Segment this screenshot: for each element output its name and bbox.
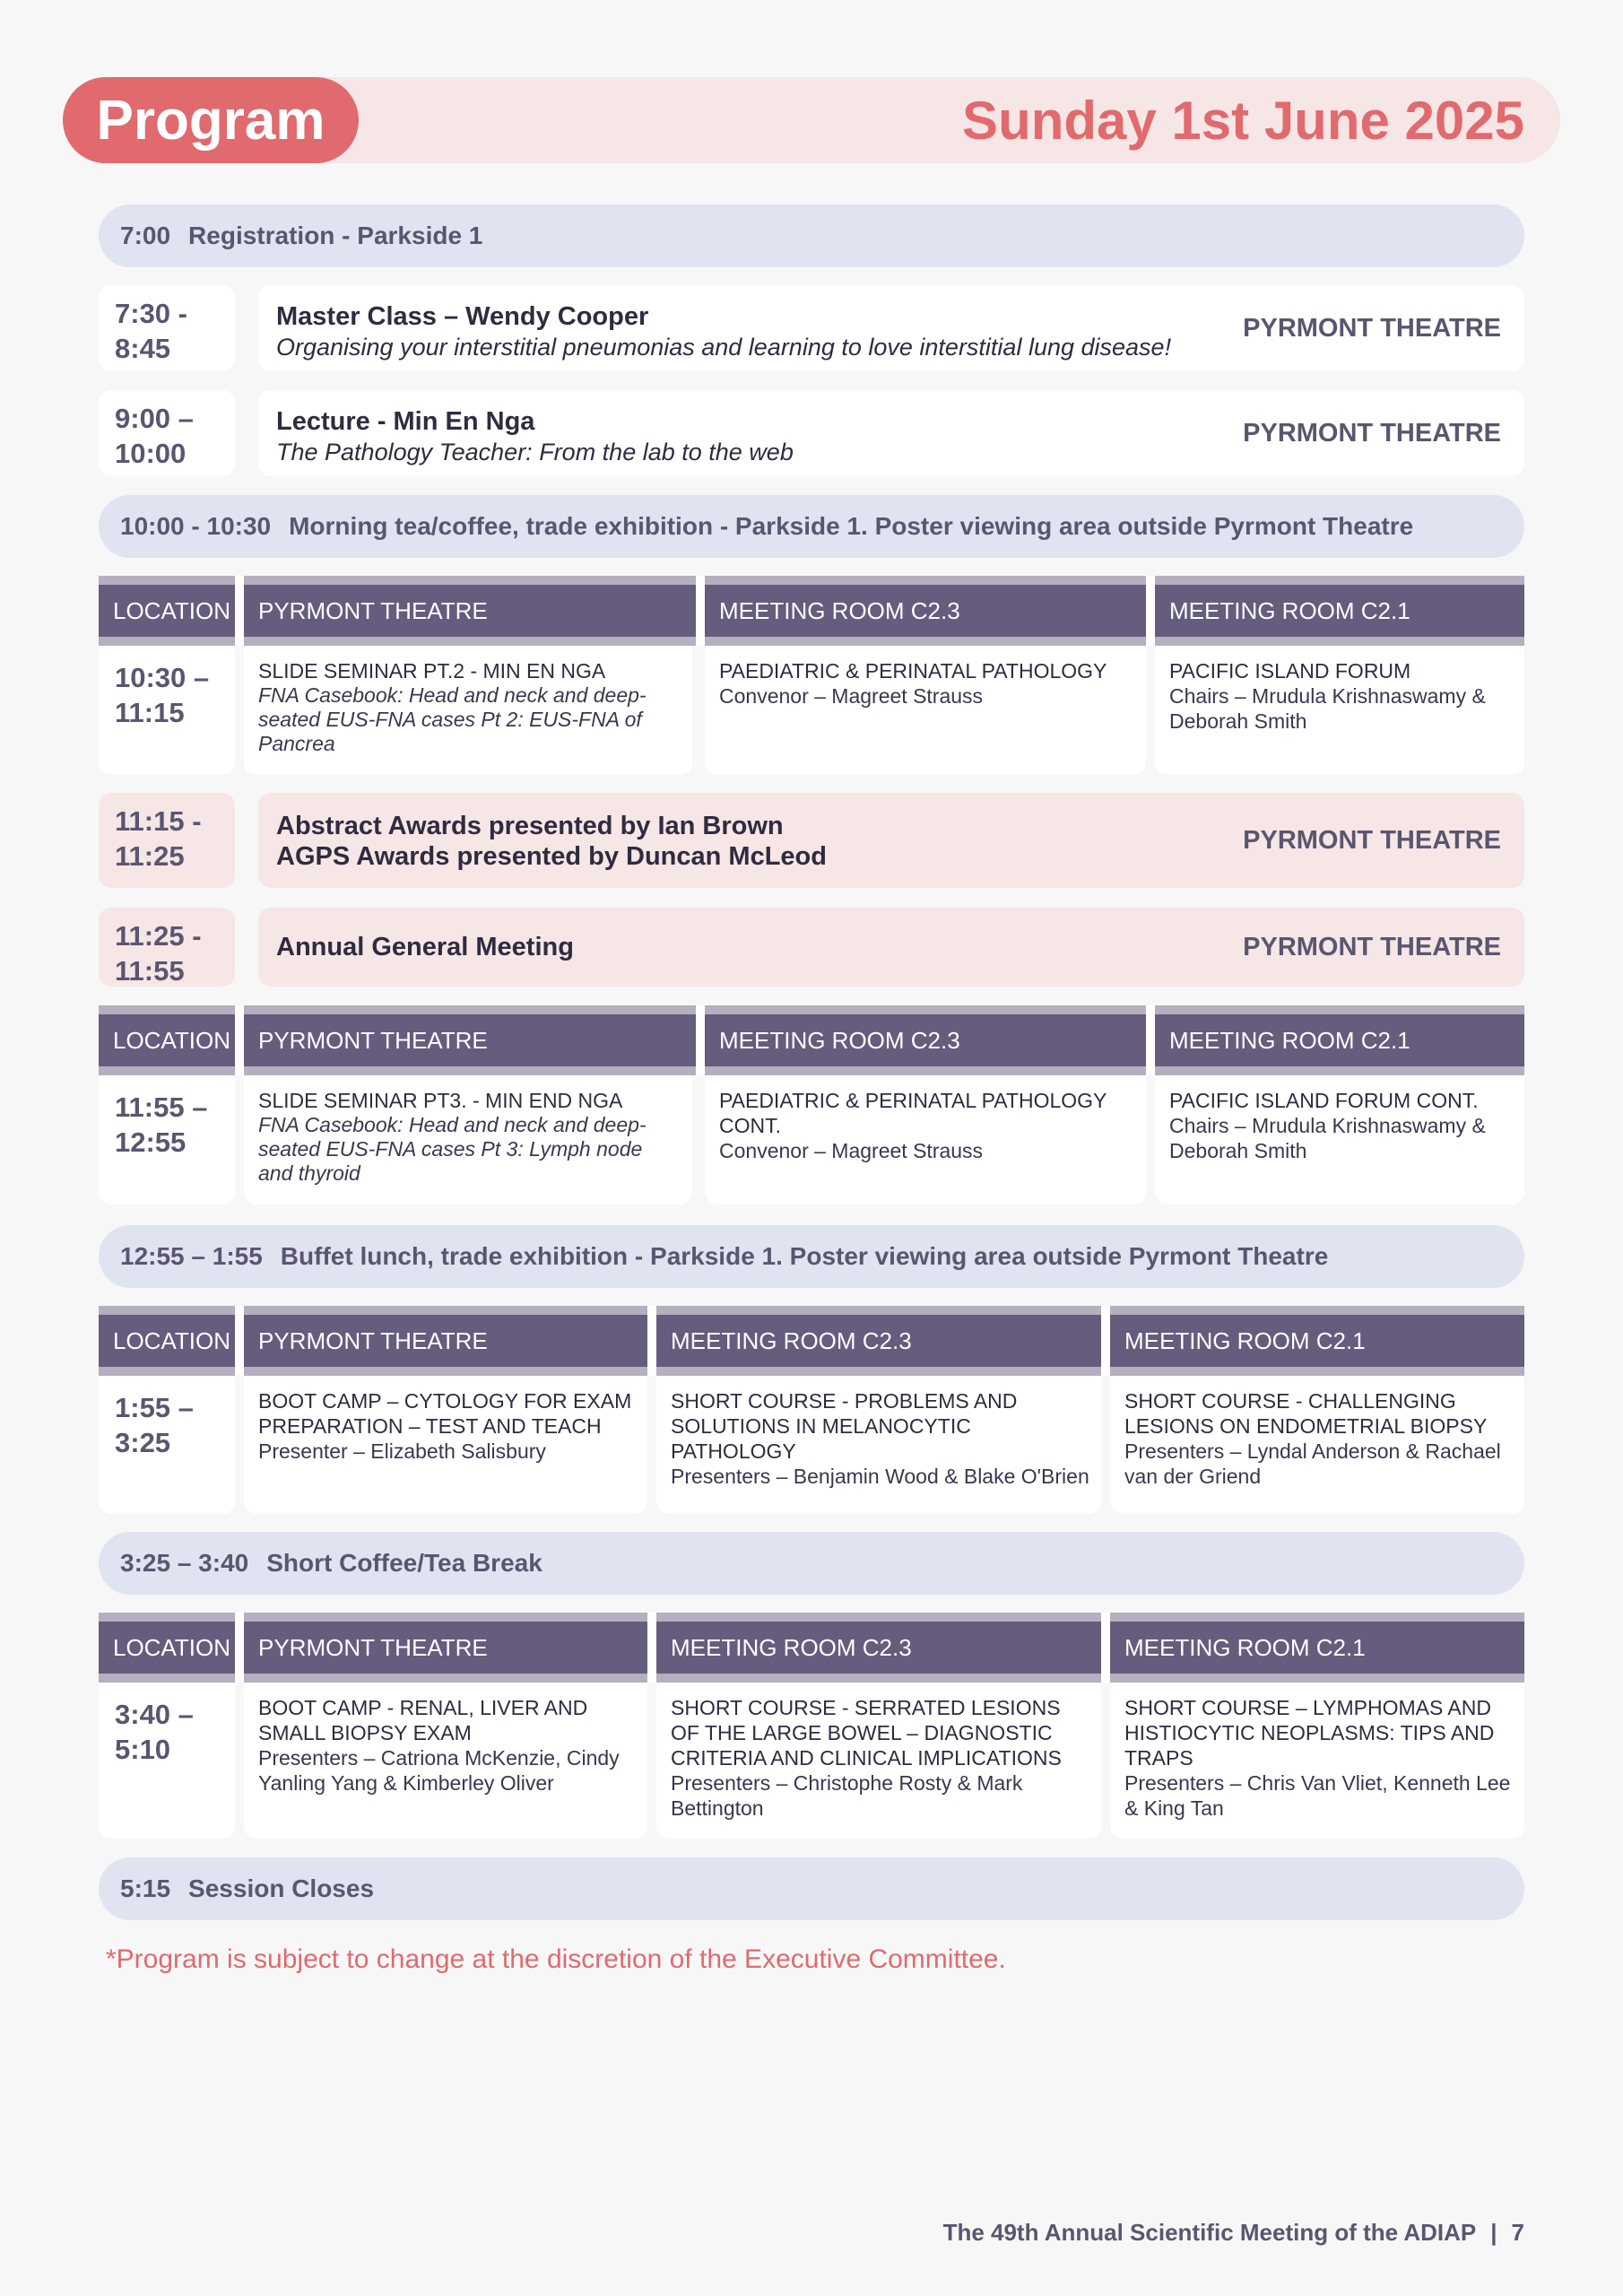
disclaimer-note: *Program is subject to change at the discretion of the Executive Committee. [106,1944,1006,1974]
coffee-break-row [99,1532,1524,1595]
registration-row [99,204,1524,267]
session-title: Master Class – Wendy Cooper [276,302,649,331]
cell-subtitle: Convenor – Magreet Strauss [719,684,984,708]
session-location: PYRMONT THEATRE [1243,825,1501,855]
awards-card [258,793,1524,888]
cell-title: SLIDE SEMINAR PT.2 - MIN EN NGA [258,659,606,683]
time-cell [99,1376,235,1514]
pill-text: Buffet lunch, trade exhibition - Parkside 1. Poster viewing area outside Pyrmont Theatre [280,1242,1329,1270]
cell-subtitle: FNA Casebook: Head and neck and deep-seated EUS-FNA cases Pt 3: Lymph node and thyroid [258,1113,647,1185]
session-table-4 [99,1613,1524,1839]
time-end: 8:45 [115,333,171,364]
time-cell [99,1075,235,1205]
cell-subtitle: Chairs – Mrudula Krishnaswamy & Deborah Smith [1169,684,1486,733]
time-start: 11:15 - [115,805,202,837]
session-table-1 [99,576,1524,775]
header-location: LOCATION [113,596,230,624]
session-cell [244,1683,647,1839]
header-pyrmont: PYRMONT THEATRE [258,1326,488,1354]
footer-text: The 49th Annual Scientific Meeting of the ADIAP [942,2219,1477,2246]
time-start: 11:55 – [115,1091,208,1123]
cell-title: PACIFIC ISLAND FORUM CONT. [1169,1089,1479,1112]
session-location: PYRMONT THEATRE [1243,313,1501,343]
cell-title: SHORT COURSE – LYMPHOMAS AND HISTIOCYTIC NEOPLASMS: TIPS AND TRAPS [1124,1696,1495,1770]
cell-subtitle: Presenters – Christophe Rosty & Mark Bettington [671,1771,1023,1820]
cell-title: SHORT COURSE - SERRATED LESIONS OF THE LARGE BOWEL – DIAGNOSTIC CRITERIA AND CLINICAL IMPLICATIONS [671,1696,1062,1770]
cell-subtitle: FNA Casebook: Head and neck and deep-seated EUS-FNA cases Pt 2: EUS-FNA of Pancrea [258,683,647,755]
session-cell [656,1683,1101,1839]
cell-title: SLIDE SEMINAR PT3. - MIN END NGA [258,1089,623,1112]
pill-time: 10:00 - 10:30 [120,512,272,540]
lunch-row [99,1225,1524,1288]
morning-tea-row [99,495,1524,558]
awards-line-1: Abstract Awards presented by Ian Brown [276,812,784,840]
session-title: Lecture - Min En Nga [276,407,535,436]
cell-subtitle: Presenters – Lyndal Anderson & Rachael van der Griend [1124,1439,1501,1488]
header-location: LOCATION [113,1026,230,1054]
time-start: 10:30 – [115,662,210,693]
cell-title: BOOT CAMP – CYTOLOGY FOR EXAM PREPARATION – TEST AND TEACH [258,1389,632,1438]
cell-title: BOOT CAMP - RENAL, LIVER AND SMALL BIOPSY EXAM [258,1696,588,1744]
session-cell [1155,646,1524,775]
header-location: LOCATION [113,1326,230,1354]
pill-time: 3:25 – 3:40 [120,1549,249,1577]
cell-subtitle: Presenter – Elizabeth Salisbury [258,1439,546,1463]
cell-title: PAEDIATRIC & PERINATAL PATHOLOGY [719,659,1107,683]
time-card [99,793,235,888]
header-c23: MEETING ROOM C2.3 [671,1326,912,1354]
session-subtitle: Organising your interstitial pneumonias and learning to love interstitial lung disease! [276,334,1172,361]
pill-text: Short Coffee/Tea Break [266,1549,542,1577]
session-cell [1155,1075,1524,1205]
header-location: LOCATION [113,1633,230,1661]
header-pyrmont: PYRMONT THEATRE [258,1026,488,1054]
time-end: 12:55 [115,1126,187,1158]
session-table-3 [99,1306,1524,1514]
header-c23: MEETING ROOM C2.3 [719,1026,960,1054]
header-c23: MEETING ROOM C2.3 [671,1633,912,1661]
footer-separator: | [1490,2219,1497,2246]
time-card [99,285,235,371]
session-subtitle: The Pathology Teacher: From the lab to the web [276,439,794,465]
session-closes-row [99,1857,1524,1920]
time-start: 1:55 – [115,1392,194,1423]
program-label: Program [63,77,359,163]
session-location: PYRMONT THEATRE [1243,418,1501,448]
awards-line-2: AGPS Awards presented by Duncan McLeod [276,842,827,871]
cell-subtitle: Presenters – Chris Van Vliet, Kenneth Lee & King Tan [1124,1771,1511,1820]
time-end: 11:25 [115,840,185,872]
agm-card [258,908,1524,987]
cell-subtitle: Chairs – Mrudula Krishnaswamy & Deborah Smith [1169,1114,1486,1162]
session-cell [1110,1376,1524,1514]
time-card [99,390,235,476]
pill-time: 7:00 [120,222,171,249]
time-cell [99,646,235,775]
cell-title: PACIFIC ISLAND FORUM [1169,659,1411,683]
time-start: 11:25 - [115,920,202,952]
session-cell [705,646,1146,775]
cell-subtitle: Presenters – Catriona McKenzie, Cindy Yanling Yang & Kimberley Oliver [258,1746,620,1795]
master-class-card [258,285,1524,371]
session-cell [705,1075,1146,1205]
cell-subtitle: Convenor – Magreet Strauss [719,1139,984,1162]
session-table-2 [99,1005,1524,1205]
header-c21: MEETING ROOM C2.1 [1124,1633,1366,1661]
session-cell [244,1075,692,1205]
time-end: 10:00 [115,438,187,469]
header-c23: MEETING ROOM C2.3 [719,596,960,624]
session-cell [1110,1683,1524,1839]
time-end: 11:55 [115,955,185,987]
session-location: PYRMONT THEATRE [1243,932,1501,961]
lecture-card [258,390,1524,476]
time-end: 3:25 [115,1427,171,1458]
cell-title: PAEDIATRIC & PERINATAL PATHOLOGY CONT. [719,1089,1107,1137]
header-c21: MEETING ROOM C2.1 [1169,596,1410,624]
pill-text: Morning tea/coffee, trade exhibition - Parkside 1. Poster viewing area outside Pyrmont Theatre [289,512,1414,540]
cell-title: SHORT COURSE - PROBLEMS AND SOLUTIONS IN MELANOCYTIC PATHOLOGY [671,1389,1018,1463]
pill-text: Registration - Parkside 1 [188,222,483,249]
page-date: Sunday 1st June 2025 [962,90,1524,151]
time-card [99,908,235,987]
cell-subtitle: Presenters – Benjamin Wood & Blake O'Brien [671,1465,1089,1488]
page-footer [943,2219,1524,2247]
session-cell [244,646,692,775]
pill-time: 12:55 – 1:55 [120,1242,263,1270]
header-pyrmont: PYRMONT THEATRE [258,1633,488,1661]
time-start: 3:40 – [115,1699,194,1730]
header-pyrmont: PYRMONT THEATRE [258,596,488,624]
time-end: 5:10 [115,1734,171,1765]
header-c21: MEETING ROOM C2.1 [1169,1026,1410,1054]
session-cell [656,1376,1101,1514]
session-title: Annual General Meeting [276,933,574,961]
header-c21: MEETING ROOM C2.1 [1124,1326,1366,1354]
session-cell [244,1376,647,1514]
time-start: 9:00 – [115,403,194,434]
cell-title: SHORT COURSE - CHALLENGING LESIONS ON ENDOMETRIAL BIOPSY [1124,1389,1488,1438]
page-number: 7 [1511,2219,1524,2246]
time-end: 11:15 [115,697,185,728]
pill-text: Session Closes [188,1874,375,1902]
time-start: 7:30 - [115,298,187,329]
time-cell [99,1683,235,1839]
pill-time: 5:15 [120,1874,171,1902]
